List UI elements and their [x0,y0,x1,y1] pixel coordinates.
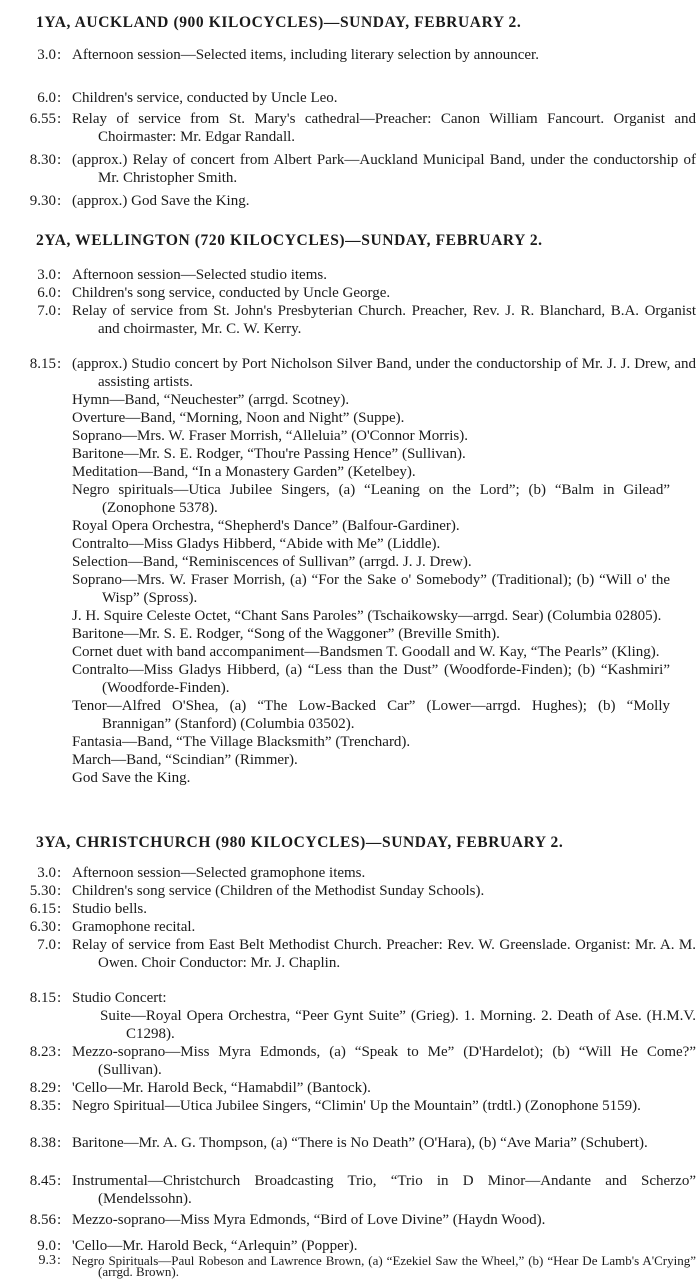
entry-time: 8.29 [29,1080,56,1096]
programme-item: Negro spirituals—Utica Jubilee Singers, (a) “Leaning on the Lord”; (b) “Balm in Gilead” (Zonophone 5378). [72,482,670,516]
entry-time: 6.55 [29,111,56,127]
entry-text: Relay of service from East Belt Methodist Church. Preacher: Rev. W. Greenslade. Organist: Mr. A. M. Owen. Choir Conductor: Mr. J. Chaplin. [72,937,696,971]
programme-item: God Save the King. [72,770,191,786]
entry-text: Studio bells. [72,901,148,917]
programme-item: Contralto—Miss Gladys Hibberd, (a) “Less than the Dust” (Woodforde-Finden); (b) “Kashmiri” (Woodforde-Finden). [72,662,670,696]
programme-item: Overture—Band, “Morning, Noon and Night” (Suppe). [72,410,405,426]
entry-text: Afternoon session—Selected items, including literary selection by announcer. [72,47,539,63]
entry-time: 7.0 [37,303,56,319]
entry-time: 6.0 [37,285,56,301]
entry-text: Suite—Royal Opera Orchestra, “Peer Gynt Suite” (Grieg). 1. Morning. 2. Death of Ase. (H.M.V. C1298). [100,1008,696,1042]
programme-item: Soprano—Mrs. W. Fraser Morrish, “Alleluia” (O'Connor Morris). [72,428,468,444]
entry-text: Children's service, conducted by Uncle Leo. [72,90,338,106]
entry-text: (approx.) Relay of concert from Albert Park—Auckland Municipal Band, under the conductorship of Mr. Christopher Smith. [72,152,696,186]
entry-text: Gramophone recital. [72,919,196,935]
programme-item: March—Band, “Scindian” (Rimmer). [72,752,298,768]
programme-item: Soprano—Mrs. W. Fraser Morrish, (a) “For the Sake o' Somebody” (Traditional); (b) “Will o' the Wisp” (Spross). [72,572,670,606]
section-heading: 1YA, AUCKLAND (900 KILOCYCLES)—SUNDAY, FEBRUARY 2. [36,14,522,31]
programme-item: Baritone—Mr. S. E. Rodger, “Thou're Passing Hence” (Sullivan). [72,446,466,462]
entry-time: 3.0 [37,865,56,881]
entry-text: (approx.) Studio concert by Port Nicholson Silver Band, under the conductorship of Mr. J. J. Drew, and assisting artists. [72,356,696,390]
entry-time: 6.30 [29,919,56,935]
entry-time: 8.45 [29,1173,56,1189]
entry-time: 8.15 [29,990,56,1006]
programme-item: Royal Opera Orchestra, “Shepherd's Dance” (Balfour-Gardiner). [72,518,460,534]
section-heading: 3YA, CHRISTCHURCH (980 KILOCYCLES)—SUNDAY, FEBRUARY 2. [36,834,564,851]
entry-text: Relay of service from St. John's Presbyterian Church. Preacher, Rev. J. R. Blanchard, B.A. Organist and choirmaster, Mr. C. W. Kerry. [72,303,696,337]
section-heading: 2YA, WELLINGTON (720 KILOCYCLES)—SUNDAY, FEBRUARY 2. [36,232,543,249]
programme-item: Selection—Band, “Reminiscences of Sullivan” (arrgd. J. J. Drew). [72,554,472,570]
programme-item: Baritone—Mr. S. E. Rodger, “Song of the Waggoner” (Breville Smith). [72,626,500,642]
entry-time: 8.35 [29,1098,56,1114]
entry-text: Negro Spiritual—Utica Jubilee Singers, “Climin' Up the Mountain” (trdtl.) (Zonophone 5159). [72,1098,641,1114]
entry-time: 9.0 [37,1238,56,1254]
programme-item: Tenor—Alfred O'Shea, (a) “The Low-Backed Car” (Lower—arrgd. Hughes); (b) “Molly Brannigan” (Stanford) (Columbia 03502). [72,698,670,732]
entry-text: Children's song service, conducted by Uncle George. [72,285,391,301]
entry-text: Mezzo-soprano—Miss Myra Edmonds, “Bird of Love Divine” (Haydn Wood). [72,1212,546,1228]
entry-time: 9.30 [29,193,56,209]
programme-item: Contralto—Miss Gladys Hibberd, “Abide with Me” (Liddle). [72,536,441,552]
entry-time: 6.15 [29,901,56,917]
entry-time: 8.23 [29,1044,56,1060]
programme-list [72,391,670,787]
entry-text: Children's song service (Children of the Methodist Sunday Schools). [72,883,485,899]
entry-text: Studio Concert: [72,990,167,1006]
entry-time: 8.15 [29,356,56,372]
entry-time: 5.30 [29,883,56,899]
programme-item: Fantasia—Band, “The Village Blacksmith” (Trenchard). [72,734,411,750]
entry-text: Afternoon session—Selected gramophone items. [72,865,366,881]
programme-item: Hymn—Band, “Neuchester” (arrgd. Scotney). [72,392,350,408]
entry-time: 7.0 [37,937,56,953]
entry-time: 8.56 [29,1212,56,1228]
entry-text: 'Cello—Mr. Harold Beck, “Arlequin” (Popper). [72,1238,358,1254]
programme-item: J. H. Squire Celeste Octet, “Chant Sans Paroles” (Tschaikowsky—arrgd. Sear) (Columbia 02805). [72,608,662,624]
entry-text: Negro Spirituals—Paul Robeson and Lawrence Brown, (a) “Ezekiel Saw the Wheel,” (b) “Hear De Lamb's A'Crying” (arrgd. Brown). [72,1253,696,1279]
entry-text: Relay of service from St. Mary's cathedral—Preacher: Canon William Fancourt. Organist and Choirmaster: Mr. Edgar Randall. [72,111,696,145]
programme-item: Meditation—Band, “In a Monastery Garden” (Ketelbey). [72,464,416,480]
newspaper-page: 1YA, AUCKLAND (900 KILOCYCLES)—SUNDAY, FEBRUARY 2. 3.0 : Afternoon session—Selected items, including literary selection by announcer. 6.0 : Children's service, conducted by Uncle Leo. 6.55 : Relay of service from St. Mary's cathedral—Preacher: Canon William Fancourt. Organist and Choirmaster: Mr. Edgar Randall. 8.30 : (approx.) Relay of concert from Albert Park—Auckland Municipal Band, under the conductorship of Mr. Christopher Smith. 9.30 : (approx.) God Save the King. 2YA, WELLINGTON (720 KILOCYCLES)—SUNDAY, FEBRUARY 2. 3.0 : Afternoon session—Selected studio items. 6.0 : Children's song service, conducted by Uncle George. 7.0 : Relay of service from St. John's Presbyterian Church. Preacher, Rev. J. R. Blanchard, B.A. Organist and choirmaster, Mr. C. W. Kerry. 8.15 : (approx.) Studio concert by Port Nicholson Silver Band, under the conductorship of Mr. J. J. Drew, and assisting artists. Hymn—Band, “Neuchester” (arrgd. Scotney). Overture—Band, “Morning, Noon and Night” (Suppe). Soprano—Mrs. W. Fraser Morrish, “Alleluia” (O'Connor Morris). Baritone—Mr. S. E. Rodger, “Thou're Passing Hence” (Sullivan). Meditation—Band, “In a Monastery Garden” (Ketelbey). Negro spirituals—Utica Jubilee Singers, (a) “Leaning on the Lord”; (b) “Balm in Gilead” (Zonophone 5378). Royal Opera Orchestra, “Shepherd's Dance” (Balfour-Gardiner). Contralto—Miss Gladys Hibberd, “Abide with Me” (Liddle). Selection—Band, “Reminiscences of Sullivan” (arrgd. J. J. Drew). Soprano—Mrs. W. Fraser Morrish, (a) “For the Sake o' Somebody” (Traditional); (b) “Will o' the Wisp” (Spross). J. H. Squire Celeste Octet, “Chant Sans Paroles” (Tschaikowsky—arrgd. Sear) (Columbia 02805). Baritone—Mr. S. E. Rodger, “Song of the Waggoner” (Breville Smith). Cornet duet with band accompaniment—Bandsmen T. Goodall and W. Kay, “The Pearls” (Kling). Contralto—Miss Gladys Hibberd, (a) “Less than the Dust” (Woodforde-Finden); (b) “Kashmiri” (Woodforde-Finden). Tenor—Alfred O'Shea, (a) “The Low-Backed Car” (Lower—arrgd. Hughes); (b) “Molly Brannigan” (Stanford) (Columbia 03502). Fantasia—Band, “The Village Blacksmith” (Trenchard). March—Band, “Scindian” (Rimmer). God Save the King. 3YA, CHRISTCHURCH (980 KILOCYCLES)—SUNDAY, FEBRUARY 2. 3.0 : Afternoon session—Selected gramophone items. 5.30 : Children's song service (Children of the Methodist Sunday Schools). 6.15 : Studio bells. 6.30 : Gramophone recital. 7.0 : Relay of service from East Belt Methodist Church. Preacher: Rev. W. Greenslade. Organist: Mr. A. M. Owen. Choir Conductor: Mr. J. Chaplin. 8.15 : Studio Concert: Suite—Royal Opera Orchestra, “Peer Gynt Suite” (Grieg). 1. Morning. 2. Death of Ase. (H.M.V. C1298). 8.23 : Mezzo-soprano—Miss Myra Edmonds, (a) “Speak to Me” (D'Hardelot); (b) “Will He Come?” (Sullivan). 8.29 : 'Cello—Mr. Harold Beck, “Hamabdil” (Bantock). 8.35 : Negro Spiritual—Utica Jubilee Singers, “Climin' Up the Mountain” (trdtl.) (Zonophone 5159). 8.38 : Baritone—Mr. A. G. Thompson, (a) “There is No Death” (O'Hara), (b) “Ave Maria” (Schubert). 8.45 : Instrumental—Christchurch Broadcasting Trio, “Trio in D Minor—Andante and Scherzo” (Mendelssohn). 8.56 : Mezzo-soprano—Miss Myra Edmonds, “Bird of Love Divine” (Haydn Wood). 9.0 : 'Cello—Mr. Harold Beck, “Arlequin” (Popper). 9.3 : Negro Spirituals—Paul Robeson and Lawrence Brown, (a) “Ezekiel Saw the Wheel,” (b) “Hear De Lamb's A'Crying” (arrgd. Brown). [0,0,700,1278]
entry-text: (approx.) God Save the King. [72,193,250,209]
entry-time: 8.30 [29,152,56,168]
entry-time: 3.0 [37,267,56,283]
entry-time: 3.0 [37,47,56,63]
entry-time: 9.3 [38,1253,56,1268]
entry-text: Afternoon session—Selected studio items. [72,267,327,283]
entry-text: Baritone—Mr. A. G. Thompson, (a) “There is No Death” (O'Hara), (b) “Ave Maria” (Schubert). [72,1135,648,1151]
entry-time: 8.38 [29,1135,56,1151]
entry-text: Mezzo-soprano—Miss Myra Edmonds, (a) “Speak to Me” (D'Hardelot); (b) “Will He Come?” (Sullivan). [72,1044,696,1078]
entry-text: 'Cello—Mr. Harold Beck, “Hamabdil” (Bantock). [72,1080,371,1096]
entry-text: Instrumental—Christchurch Broadcasting Trio, “Trio in D Minor—Andante and Scherzo” (Mendelssohn). [72,1173,696,1207]
programme-item: Cornet duet with band accompaniment—Bandsmen T. Goodall and W. Kay, “The Pearls” (Kling). [72,644,660,660]
entry-time: 6.0 [37,90,56,106]
